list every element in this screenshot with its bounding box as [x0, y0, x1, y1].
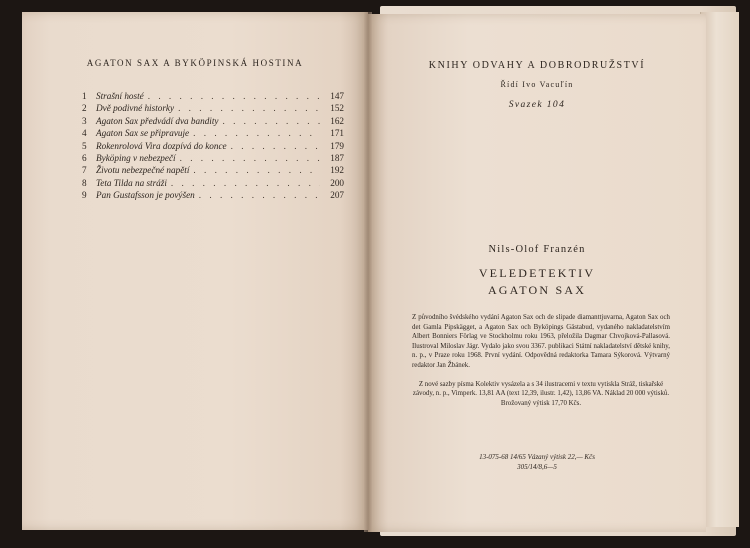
- toc-entry-number: 5: [82, 140, 87, 151]
- toc-leader-dots: [193, 164, 320, 176]
- translation-note: Z původního švédského vydání Agaton Sax och de slipade diamanttjuvarna, Agaton Sax och det Gamla Pipskägget, a Agaton Sax och Byköpings Gästabud, vydaného nakladatelstvím Albert Bonniers Förlag ve Stockholmu roku 1963, přeložila Dagmar Chvojková-Pallasová. Ilustroval Miloslav Jágr. Vydalo jako svou 3367. publikaci Státní nakladatelství dětské knihy, n. p., v Praze roku 1968. První vydání. Odpovědná redaktorka Tamara Sýkorová. Výtvarný redaktor Jan Žbánek.: [412, 314, 670, 369]
- book-title: [368, 265, 706, 299]
- toc-leader-dots: [178, 102, 320, 114]
- toc-entry-page: 147: [330, 91, 344, 101]
- toc-entry: [82, 164, 344, 176]
- toc-entry: [82, 177, 344, 189]
- toc-entry-number: 6: [82, 153, 87, 164]
- toc-leader-dots: [180, 152, 320, 164]
- toc-entry-number: 9: [82, 190, 87, 201]
- series-name: KNIHY ODVAHY A DOBRODRUŽSTVÍ: [428, 60, 646, 71]
- toc-entry-title: Životu nebezpečné napětí: [96, 165, 190, 176]
- contents-heading: AGATON SAX A BYKÖPINSKÁ HOSTINA: [86, 58, 304, 68]
- toc-entry-page: 179: [330, 140, 344, 151]
- toc-entry-page: 207: [330, 190, 344, 201]
- toc-entry: [82, 127, 344, 139]
- toc-entry-page: 192: [330, 165, 344, 176]
- toc-leader-dots: [231, 140, 320, 152]
- series-editor: Řídí Ivo Vacuľín: [500, 80, 574, 89]
- toc-entry-number: 2: [82, 103, 87, 114]
- toc-entry-title: Byköping v nebezpečí: [96, 153, 176, 164]
- book-title-line-1: VELEDETEKTIV: [478, 266, 596, 280]
- toc-entry-title: Strašní hosté: [96, 91, 144, 101]
- author-name: Nils-Olof Franzén: [488, 244, 586, 255]
- price-info: [368, 452, 706, 472]
- toc-entry-number: 4: [82, 128, 87, 139]
- left-page: [22, 12, 368, 530]
- toc-entry-title: Pan Gustafsson je povýšen: [96, 190, 195, 201]
- book-gutter: [364, 12, 372, 532]
- toc-entry-title: Agaton Sax předvádí dva bandity: [96, 115, 219, 126]
- right-page: [368, 14, 706, 532]
- toc-entry: [82, 189, 344, 201]
- volume-number: Svazek 104: [508, 100, 566, 110]
- toc-leader-dots: [199, 189, 320, 201]
- toc-entry: [82, 90, 344, 102]
- toc-leader-dots: [193, 127, 320, 139]
- toc-entry-title: Teta Tilda na stráži: [96, 177, 167, 188]
- toc-entry-page: 171: [330, 128, 344, 139]
- price-line-1: 13-075-68 14/65 Vázaný výtisk 22,— Kčs: [479, 453, 595, 461]
- toc-entry-title: Rokenrolová Vira dozpívá do konce: [96, 140, 227, 151]
- printing-note: Z nové sazby písma Kolektiv vysázela a s 34 ilustracemi v textu vytiskla Stráž, tiskařské závody, n. p., Vimperk. 13,81 AA (text 12,39, ilustr. 1,42), 13,86 VA. Náklad 20 000 výtisků. Brožovaný výtisk 17,70 Kčs.: [412, 380, 670, 407]
- toc-entry: [82, 115, 344, 127]
- toc-entry: [82, 140, 344, 152]
- toc-entry-page: 162: [330, 115, 344, 126]
- toc-entry-number: 7: [82, 165, 87, 176]
- toc-entry-page: 152: [330, 103, 344, 114]
- toc-entry-page: 187: [330, 153, 344, 164]
- toc-leader-dots: [222, 115, 320, 127]
- table-of-contents: [82, 90, 344, 202]
- toc-leader-dots: [148, 90, 320, 102]
- book-title-line-2: AGATON SAX: [487, 283, 587, 297]
- price-line-2: 305/14/8,6—5: [517, 463, 557, 471]
- toc-entry-title: Agaton Sax se připravuje: [96, 128, 190, 139]
- toc-entry-number: 8: [82, 177, 87, 188]
- toc-entry-number: 3: [82, 115, 87, 126]
- toc-entry: [82, 102, 344, 114]
- toc-entry-number: 1: [82, 91, 87, 101]
- toc-entry-page: 200: [330, 177, 344, 188]
- toc-entry-title: Dvě podivné historky: [96, 103, 175, 114]
- publication-notes: [412, 313, 670, 417]
- toc-entry: [82, 152, 344, 164]
- toc-leader-dots: [171, 177, 320, 189]
